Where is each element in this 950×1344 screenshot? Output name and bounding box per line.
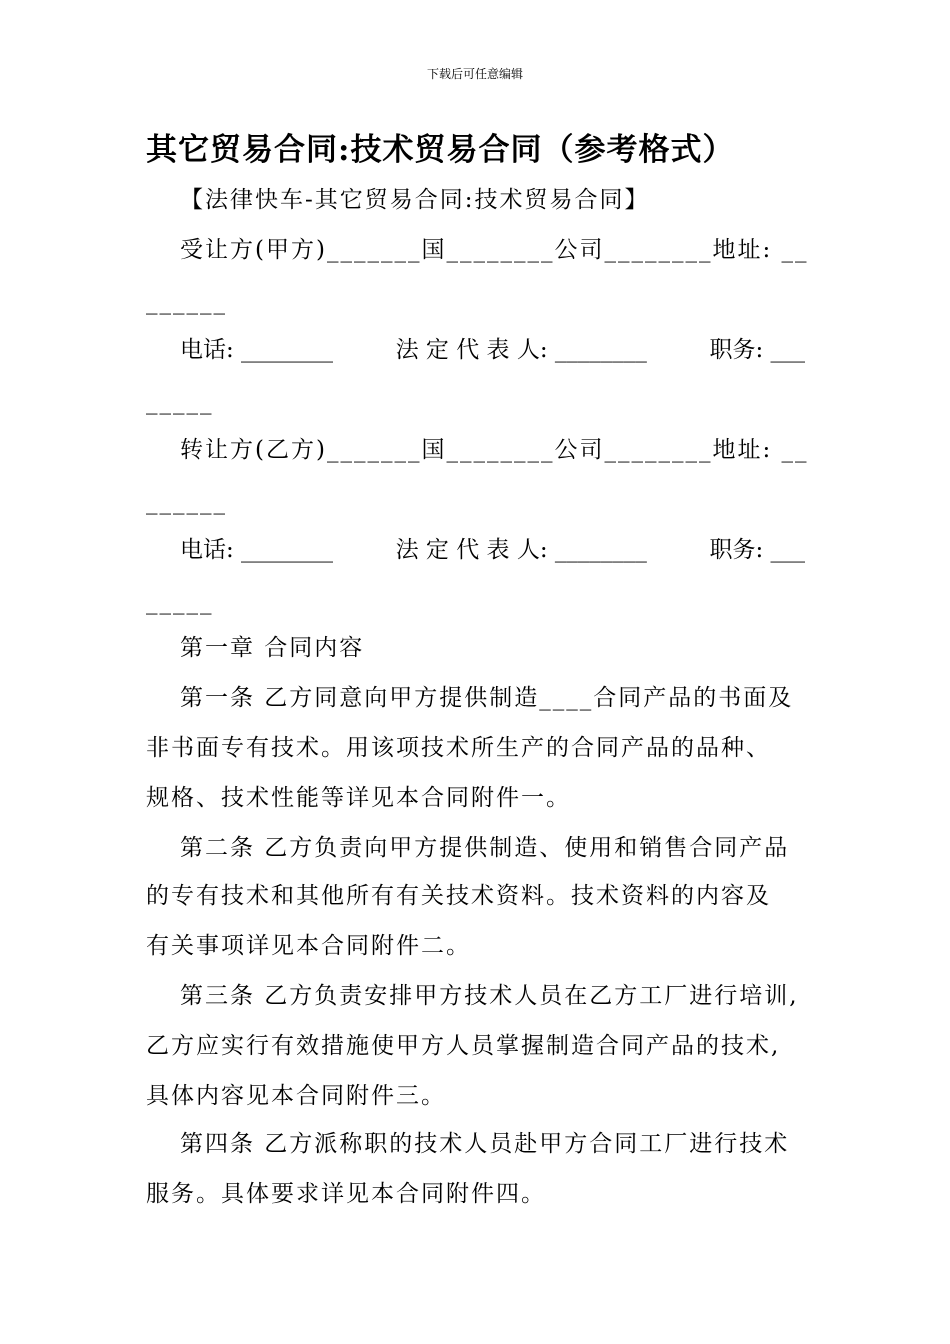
party-b-line: 转让方(乙方)_______国________公司________地址: __ [180,437,809,463]
article-3-line-2: 乙方应实行有效措施使甲方人员掌握制造合同产品的技术, [146,1033,781,1059]
party-a-line-cont: ______ [146,289,227,315]
article-3-line-3: 具体内容见本合同附件三。 [146,1083,446,1109]
article-1-line-1: 第一条 乙方同意向甲方提供制造____合同产品的书面及 [180,685,794,711]
document-subtitle: 【法律快车-其它贸易合同:技术贸易合同】 [180,187,650,213]
chapter-heading: 第一章 合同内容 [180,635,365,661]
party-a-phone: 电话: ________ [180,337,334,363]
header-note: 下载后可任意编辑 [426,67,523,81]
article-3-line-1: 第三条 乙方负责安排甲方技术人员在乙方工厂进行培训, [180,983,799,1009]
article-2-line-2: 的专有技术和其他所有有关技术资料。技术资料的内容及 [146,883,771,909]
party-a-position: 职务: ___ [709,337,805,363]
article-2-line-3: 有关事项详见本合同附件二。 [146,933,471,959]
article-4-line-2: 服务。具体要求详见本合同附件四。 [146,1181,546,1207]
party-a-representative: 法 定 代 表 人: ________ [395,337,647,363]
party-b-phone: 电话: ________ [180,537,334,563]
article-1-line-2: 非书面专有技术。用该项技术所生产的合同产品的品种、 [146,735,771,761]
article-4-line-1: 第四条 乙方派称职的技术人员赴甲方合同工厂进行技术 [180,1131,790,1157]
party-b-representative: 法 定 代 表 人: ________ [395,537,647,563]
party-a-line: 受让方(甲方)_______国________公司________地址: __ [180,237,809,263]
article-1-line-3: 规格、技术性能等详见本合同附件一。 [146,785,571,811]
party-b-line-cont: ______ [146,489,227,515]
document-title: 其它贸易合同:技术贸易合同（参考格式） [146,132,735,168]
party-b-contact-line [180,534,805,566]
party-b-position-cont: _____ [146,589,214,615]
party-a-position-cont: _____ [146,389,214,415]
article-2-line-1: 第二条 乙方负责向甲方提供制造、使用和销售合同产品 [180,835,790,861]
party-b-position: 职务: ___ [709,537,805,563]
party-a-contact-line [180,334,805,366]
